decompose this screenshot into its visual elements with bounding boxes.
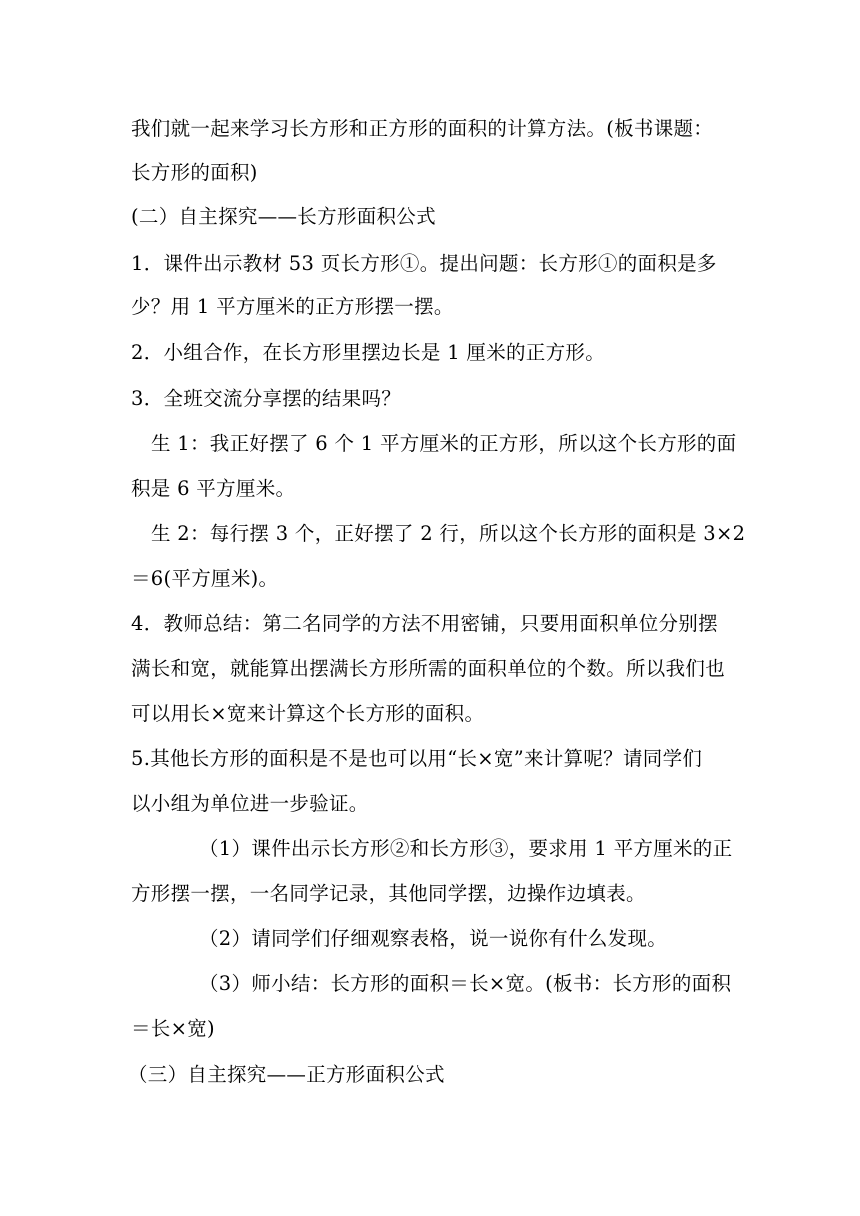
text-line: （3）师小结：长方形的面积＝长×宽。(板书：长方形的面积 xyxy=(199,972,732,995)
text-line: （2）请同学们仔细观察表格，说一说你有什么发现。 xyxy=(199,927,668,950)
text-line: 以小组为单位进一步验证。 xyxy=(131,792,369,815)
text-line: 长方形的面积) xyxy=(131,161,258,184)
text-line: 方形摆一摆，一名同学记录，其他同学摆，边操作边填表。 xyxy=(131,882,646,905)
section-heading: (二）自主探究——长方形面积公式 xyxy=(131,205,436,228)
text-line: 3．全班交流分享摆的结果吗？ xyxy=(131,387,402,410)
text-line: 生 2：每行摆 3 个，正好摆了 2 行，所以这个长方形的面积是 3×2 xyxy=(151,522,746,545)
text-line: 积是 6 平方厘米。 xyxy=(131,477,296,500)
text-line: 4．教师总结：第二名同学的方法不用密铺，只要用面积单位分别摆 xyxy=(131,612,718,635)
text-line: 生 1：我正好摆了 6 个 1 平方厘米的正方形，所以这个长方形的面 xyxy=(151,432,737,455)
text-line: 少？用 1 平方厘米的正方形摆一摆。 xyxy=(131,295,454,318)
text-line: 2．小组合作，在长方形里摆边长是 1 厘米的正方形。 xyxy=(131,341,606,364)
text-line: 可以用长×宽来计算这个长方形的面积。 xyxy=(131,702,485,725)
text-line: ＝6(平方厘米)。 xyxy=(131,567,279,590)
text-line: 5.其他长方形的面积是不是也可以用“长×宽”来计算呢？请同学们 xyxy=(131,747,703,770)
text-line: （1）课件出示长方形②和长方形③，要求用 1 平方厘米的正 xyxy=(199,837,733,860)
text-line: ＝长×宽) xyxy=(131,1017,215,1040)
text-line: 满长和宽，就能算出摆满长方形所需的面积单位的个数。所以我们也 xyxy=(131,657,726,680)
section-heading: （三）自主探究——正方形面积公式 xyxy=(128,1063,445,1086)
text-line: 1．课件出示教材 53 页长方形①。提出问题：长方形①的面积是多 xyxy=(131,252,717,275)
text-line: 我们就一起来学习长方形和正方形的面积的计算方法。(板书课题： xyxy=(131,117,714,140)
